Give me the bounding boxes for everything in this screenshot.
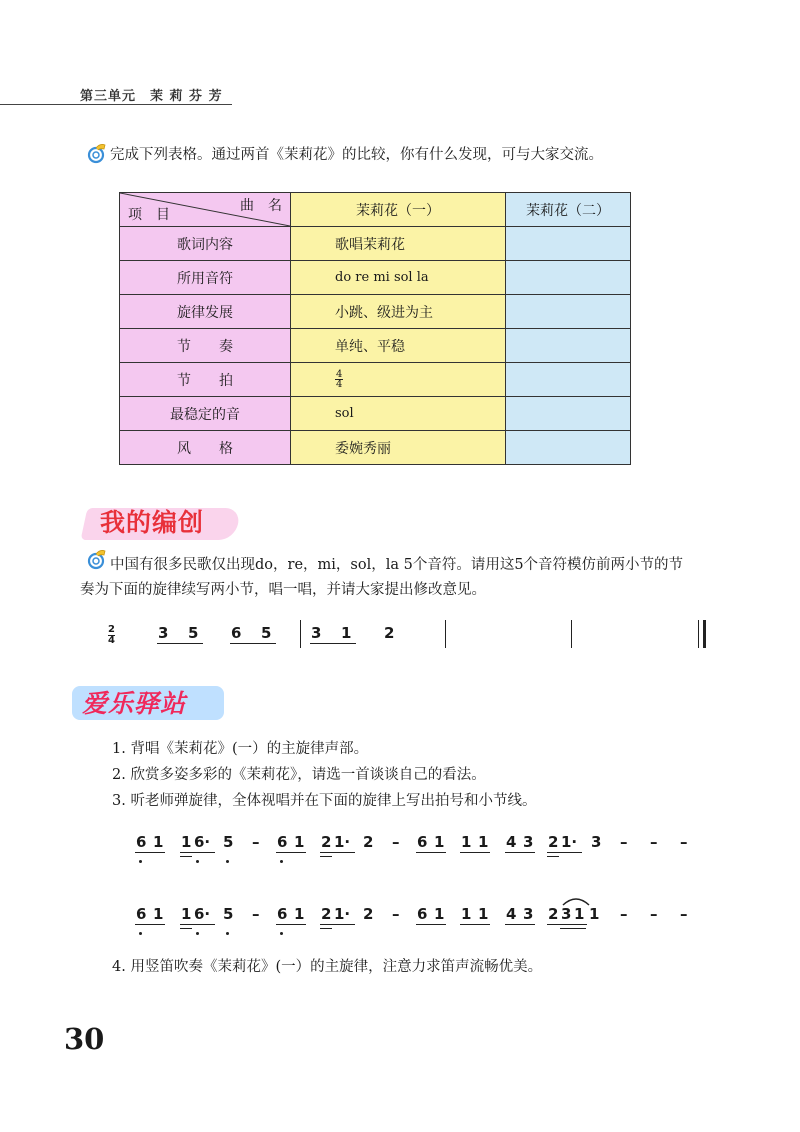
note: 6 <box>417 833 428 851</box>
row-value: 委婉秀丽 <box>291 431 506 465</box>
barline <box>571 620 572 648</box>
note: 1 <box>574 905 585 923</box>
composition-text-line1: 中国有很多民歌仅出现do，re，mi，sol，la 5个音符。请用这5个音符模仿前两小节的节 <box>110 557 684 573</box>
note: 6 <box>277 833 288 851</box>
dash: – <box>392 905 400 923</box>
final-barline-thick <box>703 620 706 648</box>
section-title-composition: 我的编创 <box>100 508 205 537</box>
note: 2 <box>384 624 395 642</box>
lower-octave-dot <box>280 932 283 935</box>
composition-score <box>0 624 800 654</box>
note: 3 <box>158 624 169 642</box>
row-blank-cell[interactable] <box>506 431 631 465</box>
row-blank-cell[interactable] <box>506 295 631 329</box>
note: 5 <box>223 833 234 851</box>
eighth-beam <box>230 643 276 644</box>
row-item: 节 拍 <box>120 363 291 397</box>
note: 3 <box>523 905 534 923</box>
note: 1 <box>181 905 192 923</box>
beam <box>416 852 446 853</box>
comparison-table <box>119 192 631 465</box>
lower-octave-dot <box>196 860 199 863</box>
time-signature-fraction <box>335 370 343 389</box>
note: 1 <box>434 905 445 923</box>
beam <box>505 852 535 853</box>
dash: – <box>620 905 628 923</box>
beam <box>547 852 582 853</box>
note: 1 <box>434 833 445 851</box>
note: 6 <box>277 905 288 923</box>
dash: – <box>650 833 658 851</box>
unit-header: 第三单元 茉 莉 芬 芳 <box>80 89 223 104</box>
beam <box>505 924 535 925</box>
note: 6 <box>136 833 147 851</box>
row-value-time-signature <box>291 363 506 397</box>
note: 1 <box>153 833 164 851</box>
lower-octave-dot <box>196 932 199 935</box>
row-item: 歌词内容 <box>120 227 291 261</box>
dash: – <box>392 833 400 851</box>
dash: – <box>620 833 628 851</box>
frac-denominator: 4 <box>336 379 343 390</box>
eighth-beam <box>157 643 203 644</box>
beam <box>135 924 165 925</box>
row-item: 节 奏 <box>120 329 291 363</box>
row-item: 所用音符 <box>120 261 291 295</box>
note: 1 <box>589 905 600 923</box>
beam <box>460 852 490 853</box>
dash: – <box>252 905 260 923</box>
lower-octave-dot <box>139 860 142 863</box>
note: 1 <box>478 833 489 851</box>
note: 2 <box>321 905 332 923</box>
row-value: 歌唱茉莉花 <box>291 227 506 261</box>
row-item: 旋律发展 <box>120 295 291 329</box>
dash: – <box>650 905 658 923</box>
note: 1 <box>181 833 192 851</box>
horn-icon <box>84 142 108 164</box>
barline <box>445 620 446 648</box>
beam <box>276 924 306 925</box>
beam <box>180 928 192 929</box>
row-blank-cell[interactable] <box>506 227 631 261</box>
score-time-signature: 2 4 <box>108 624 115 646</box>
beam <box>135 852 165 853</box>
note: 6 <box>417 905 428 923</box>
note: 6 <box>231 624 242 642</box>
header-song-name: 曲 名 <box>240 198 282 214</box>
row-item: 风 格 <box>120 431 291 465</box>
note: 2 <box>363 905 374 923</box>
row-blank-cell[interactable] <box>506 261 631 295</box>
note: 2 <box>363 833 374 851</box>
beam <box>180 856 192 857</box>
melody-line-1 <box>0 833 800 865</box>
beam <box>320 924 355 925</box>
corner-header-cell <box>120 193 291 227</box>
note: 1 <box>153 905 164 923</box>
row-item: 最稳定的音 <box>120 397 291 431</box>
section-title-music-station: 爱乐驿站 <box>82 689 187 718</box>
note: 3 <box>311 624 322 642</box>
header-jasmine-two: 茉莉花（二） <box>506 193 631 227</box>
beam <box>560 928 586 929</box>
dash: – <box>680 833 688 851</box>
note: 5 <box>261 624 272 642</box>
note: 1 <box>478 905 489 923</box>
row-blank-cell[interactable] <box>506 329 631 363</box>
lower-octave-dot <box>226 932 229 935</box>
beam <box>416 924 446 925</box>
beam <box>276 852 306 853</box>
note: 6· <box>194 833 211 851</box>
note: 6 <box>136 905 147 923</box>
row-value: 小跳、级进为主 <box>291 295 506 329</box>
note: 3 <box>591 833 602 851</box>
list-item: 1. 背唱《茉莉花》(一）的主旋律声部。 <box>112 741 369 757</box>
note: 1 <box>461 905 472 923</box>
dash: – <box>680 905 688 923</box>
eighth-beam <box>310 643 356 644</box>
beam <box>460 924 490 925</box>
list-item: 4. 用竖笛吹奏《茉莉花》(一）的主旋律，注意力求笛声流畅优美。 <box>112 959 543 975</box>
page-number: 30 <box>64 1022 105 1056</box>
list-item: 2. 欣赏多姿多彩的《茉莉花》，请选一首谈谈自己的看法。 <box>112 767 486 783</box>
note: 5 <box>188 624 199 642</box>
row-value: sol <box>291 397 506 431</box>
slur-mark <box>561 895 591 907</box>
melody-line-2 <box>0 905 800 937</box>
list-item: 3. 听老师弹旋律，全体视唱并在下面的旋律上写出拍号和小节线。 <box>112 793 537 809</box>
note: 1· <box>561 833 578 851</box>
barline <box>300 620 301 648</box>
note: 6· <box>194 905 211 923</box>
note: 1· <box>334 833 351 851</box>
note: 4 <box>506 905 517 923</box>
beam <box>180 924 215 925</box>
beam <box>320 856 332 857</box>
note: 4 <box>506 833 517 851</box>
note: 1· <box>334 905 351 923</box>
table-instruction: 完成下列表格。通过两首《茉莉花》的比较，你有什么发现，可与大家交流。 <box>110 147 603 163</box>
row-blank-cell[interactable] <box>506 397 631 431</box>
note: 5 <box>223 905 234 923</box>
note: 1 <box>341 624 352 642</box>
lower-octave-dot <box>139 932 142 935</box>
note: 1 <box>294 833 305 851</box>
note: 2 <box>321 833 332 851</box>
final-barline-thin <box>698 620 699 648</box>
lower-octave-dot <box>226 860 229 863</box>
lower-octave-dot <box>280 860 283 863</box>
beam <box>320 928 332 929</box>
row-blank-cell[interactable] <box>506 363 631 397</box>
frac-numerator: 4 <box>336 369 343 380</box>
note: 1 <box>294 905 305 923</box>
header-jasmine-one: 茉莉花（一） <box>291 193 506 227</box>
beam <box>320 852 355 853</box>
composition-text-line2: 奏为下面的旋律续写两小节，唱一唱，并请大家提出修改意见。 <box>80 582 486 598</box>
beam <box>180 852 215 853</box>
dash: – <box>252 833 260 851</box>
note: 3 <box>561 905 572 923</box>
header-item: 项 目 <box>128 207 170 223</box>
horn-icon <box>84 548 108 570</box>
note: 3 <box>523 833 534 851</box>
row-value: 单纯、平稳 <box>291 329 506 363</box>
beam <box>547 856 559 857</box>
note: 1 <box>461 833 472 851</box>
row-value: do re mi sol la <box>291 261 506 295</box>
beam <box>547 924 587 925</box>
note: 2 <box>548 905 559 923</box>
note: 2 <box>548 833 559 851</box>
header-rule <box>0 104 232 105</box>
